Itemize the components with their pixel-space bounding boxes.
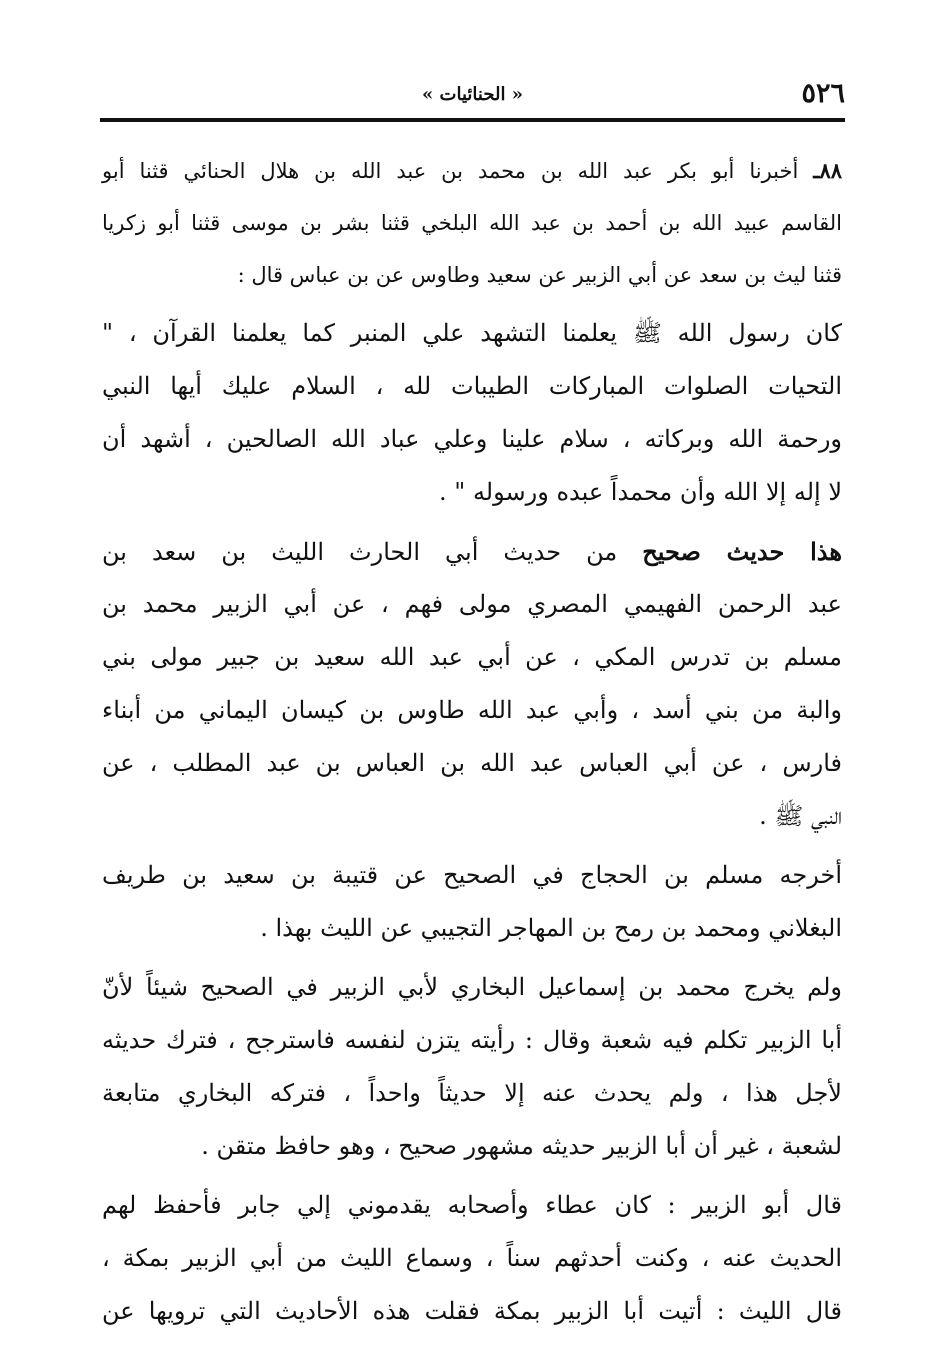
running-title: « الحنائيات »: [422, 84, 523, 105]
bukhari-line: لأجل هذا ، ولم يحدث عنه إلا حديثاً واحداً ، فتركه البخاري متابعة: [102, 1079, 842, 1107]
commentary-line: فارس ، عن أبي العباس عبد الله بن العباس بن عبد المطلب ، عن: [102, 749, 842, 777]
isnad-line: القاسم عبيد الله بن أحمد بن عبد الله البلخي قثنا بشر بن موسى قثنا أبو زكريا: [102, 211, 842, 235]
hadith-isnad: [102, 145, 842, 301]
verdict-lead: هذا حديث صحيح: [642, 537, 842, 566]
matn-line: التحيات الصلوات المباركات الطيبات لله ، السلام عليك أيها النبي: [102, 372, 842, 400]
commentary-line: هذا حديث صحيح من حديث أبي الحارث الليث بن سعد بن: [102, 537, 842, 566]
abu-zubair-line: الحديث عنه ، وكنت أحدثهم سناً ، وسماع الليث من أبي الزبير بمكة ،: [102, 1244, 842, 1272]
header-rule: [100, 118, 845, 122]
takhrij-line: أخرجه مسلم بن الحجاج في الصحيح عن قتيبة بن سعيد بن طريف: [102, 861, 842, 889]
commentary-line: النبي ﷺ .: [759, 802, 842, 830]
bukhari-paragraph: [102, 961, 842, 1173]
commentary-line: مسلم بن تدرس المكي ، عن أبي عبد الله سعيد بن جبير مولى بني: [102, 643, 842, 671]
matn-line: لا إله إلا الله وأن محمداً عبده ورسوله " .: [439, 478, 842, 506]
page-number: ٥٢٦: [801, 78, 845, 109]
takhrij-line: البغلاني ومحمد بن رمح بن المهاجر التجيبي عن الليث بهذا .: [260, 914, 842, 942]
abu-zubair-line: قال الليث : أتيت أبا الزبير بمكة فقلت هذه الأحاديث التي ترويها عن: [102, 1297, 842, 1325]
isnad-line: ٨٨ـ أخبرنا أبو بكر عبد الله بن محمد بن عبد الله بن هلال الحنائي قثنا أبو: [102, 158, 842, 183]
commentary-line: عبد الرحمن الفهيمي المصري مولى فهم ، عن أبي الزبير محمد بن: [102, 590, 842, 618]
page-body: [102, 145, 842, 1344]
page-header: [100, 74, 845, 114]
hadith-matn: [102, 307, 842, 519]
bukhari-line: لشعبة ، غير أن أبا الزبير حديثه مشهور صحيح ، وهو حافظ متقن .: [201, 1132, 842, 1160]
takhrij-paragraph: [102, 849, 842, 955]
bukhari-line: ولم يخرج محمد بن إسماعيل البخاري لأبي الزبير في الصحيح شيئاً لأنّ: [102, 973, 843, 1001]
isnad-line: قثنا ليث بن سعد عن أبي الزبير عن سعيد وطاوس عن بن عباس قال :: [237, 263, 842, 287]
commentary-paragraph: [102, 525, 842, 843]
matn-line: ورحمة الله وبركاته ، سلام علينا وعلي عباد الله الصالحين ، أشهد أن: [102, 425, 842, 453]
bukhari-line: أبا الزبير تكلم فيه شعبة وقال : رأيته يتزن لنفسه فاسترجح ، فترك حديثه: [102, 1026, 842, 1054]
abu-zubair-line: قال أبو الزبير : كان عطاء وأصحابه يقدموني إلي جابر فأحفظ لهم: [102, 1191, 842, 1219]
abu-zubair-paragraph: [102, 1179, 842, 1338]
matn-line: كان رسول الله ﷺ يعلمنا التشهد علي المنبر كما يعلمنا القرآن ، ": [102, 319, 842, 347]
hadith-number: ٨٨ـ: [813, 158, 842, 183]
commentary-line: والبة من بني أسد ، وأبي عبد الله طاوس بن كيسان اليماني من أبناء: [102, 696, 842, 724]
